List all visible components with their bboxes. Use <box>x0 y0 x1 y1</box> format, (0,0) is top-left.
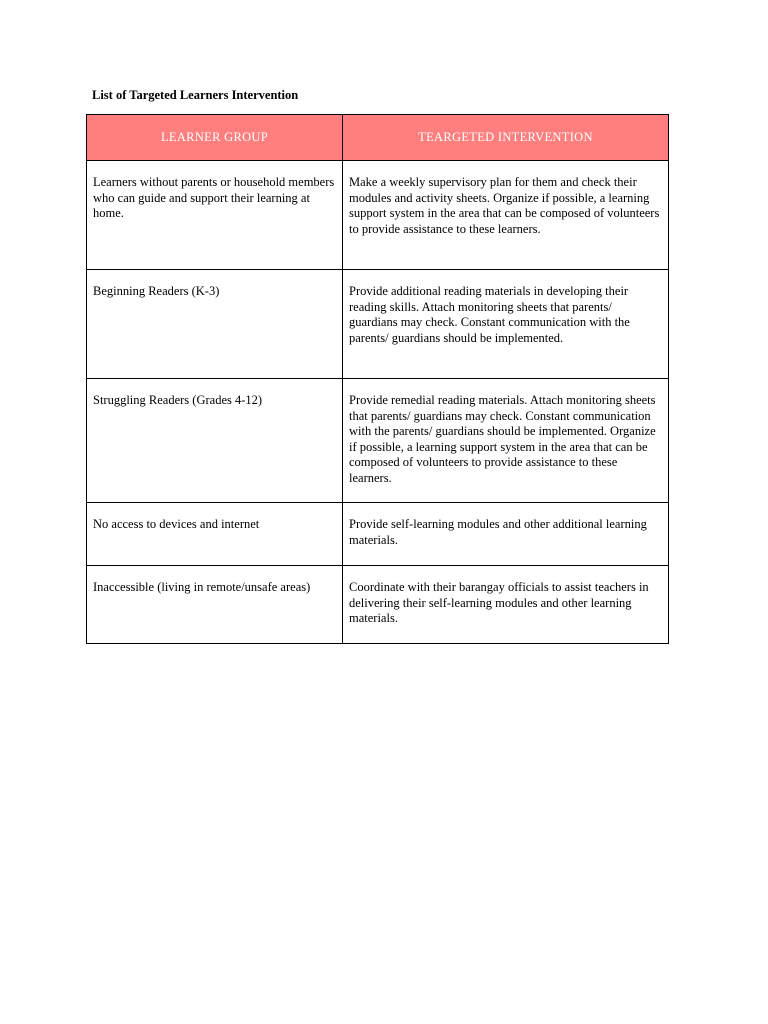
learner-group-cell: Beginning Readers (K-3) <box>87 270 343 379</box>
table-header-row <box>87 115 669 161</box>
table-row <box>87 566 669 644</box>
table-row <box>87 270 669 379</box>
learner-group-cell: Learners without parents or household members who can guide and support their learning at home. <box>87 161 343 270</box>
intervention-cell: Provide self-learning modules and other additional learning materials. <box>343 503 669 566</box>
table-row <box>87 161 669 270</box>
table-row <box>87 379 669 503</box>
intervention-cell: Make a weekly supervisory plan for them and check their modules and activity sheets. Organize if possible, a learning support system in the area that can be composed of volunteers to provide assistance to these learners. <box>343 161 669 270</box>
intervention-cell: Provide remedial reading materials. Attach monitoring sheets that parents/ guardians may check. Constant communication with the parents/ guardians should be implemented. Organize if possible, a learning support system in the area that can be composed of volunteers to provide assistance to these learners. <box>343 379 669 503</box>
intervention-table <box>86 114 669 644</box>
header-learner-group: LEARNER GROUP <box>87 115 343 161</box>
header-targeted-intervention: TEARGETED INTERVENTION <box>343 115 669 161</box>
learner-group-cell: No access to devices and internet <box>87 503 343 566</box>
learner-group-cell: Inaccessible (living in remote/unsafe areas) <box>87 566 343 644</box>
document-title: List of Targeted Learners Intervention <box>92 88 299 102</box>
intervention-cell: Provide additional reading materials in developing their reading skills. Attach monitoring sheets that parents/ guardians may check. Constant communication with the parents/ guardians should be implemented. <box>343 270 669 379</box>
learner-group-cell: Struggling Readers (Grades 4-12) <box>87 379 343 503</box>
table-row <box>87 503 669 566</box>
intervention-cell: Coordinate with their barangay officials to assist teachers in delivering their self-learning modules and other learning materials. <box>343 566 669 644</box>
